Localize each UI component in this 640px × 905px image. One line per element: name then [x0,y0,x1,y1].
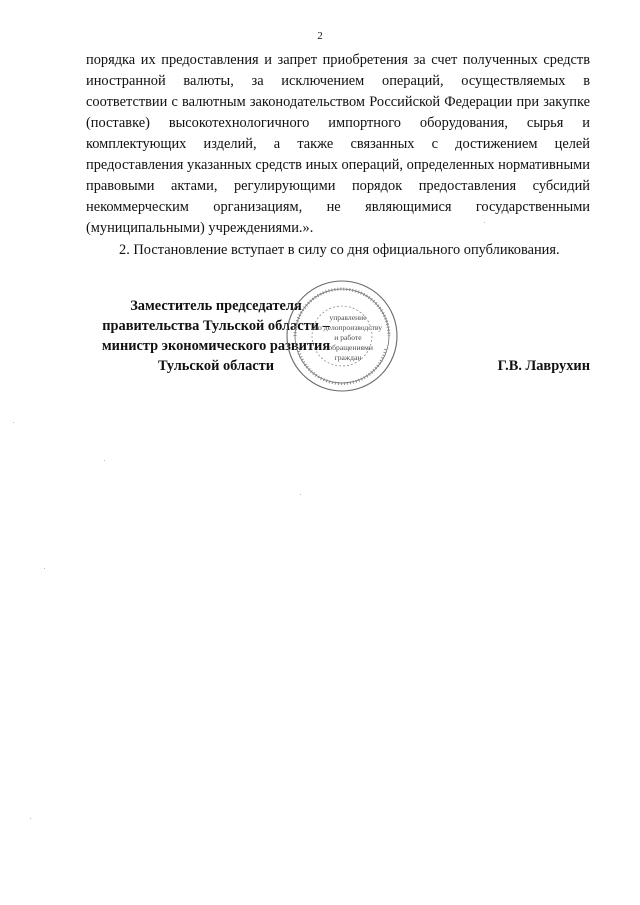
signature-block [86,296,590,406]
stamp-line-2: по делопроизводству [313,323,383,332]
scan-speck [484,222,485,223]
stamp-line-4: с обращениями [323,343,373,352]
official-stamp [284,278,400,394]
stamp-line-3: и работе [334,333,362,342]
continuation-paragraph: порядка их предоставления и запрет приобретения за счет полученных средств иностранной валюты, за исключением операций, осуществляемых в соответствии с валютным законодательством Российской Федерации при закупке (поставке) высокотехнологичного импортного оборудования, сырья и комплектующих изделий, а также связанных с достижением целей предоставления указанных средств иных операций, определенных нормативными правовыми актами, регулирующими порядок предоставления субсидий некоммерческим организациям, не являющимися государственными (муниципальными) учреждениями.». [86,52,590,236]
stamp-line-5: граждан [334,353,362,362]
signatory-title-line-1: Заместитель председателя [130,298,302,314]
signatory-name: Г.В. Лаврухин [497,358,590,374]
page-number: 2 [317,30,323,42]
document-body [86,50,590,261]
scan-speck [30,818,31,819]
scan-speck [44,568,45,569]
signatory-title-line-4: Тульской области [157,358,275,374]
scan-speck [300,494,301,495]
scan-speck [104,460,105,461]
clause-2-paragraph: 2. Постановление вступает в силу со дня официального опубликования. [119,242,560,258]
stamp-line-1: управление [329,313,367,322]
scan-speck [13,422,14,423]
signatory-title-line-3: министр экономического развития [101,338,331,354]
signatory-title-line-2: правительства Тульской области – [102,318,330,334]
